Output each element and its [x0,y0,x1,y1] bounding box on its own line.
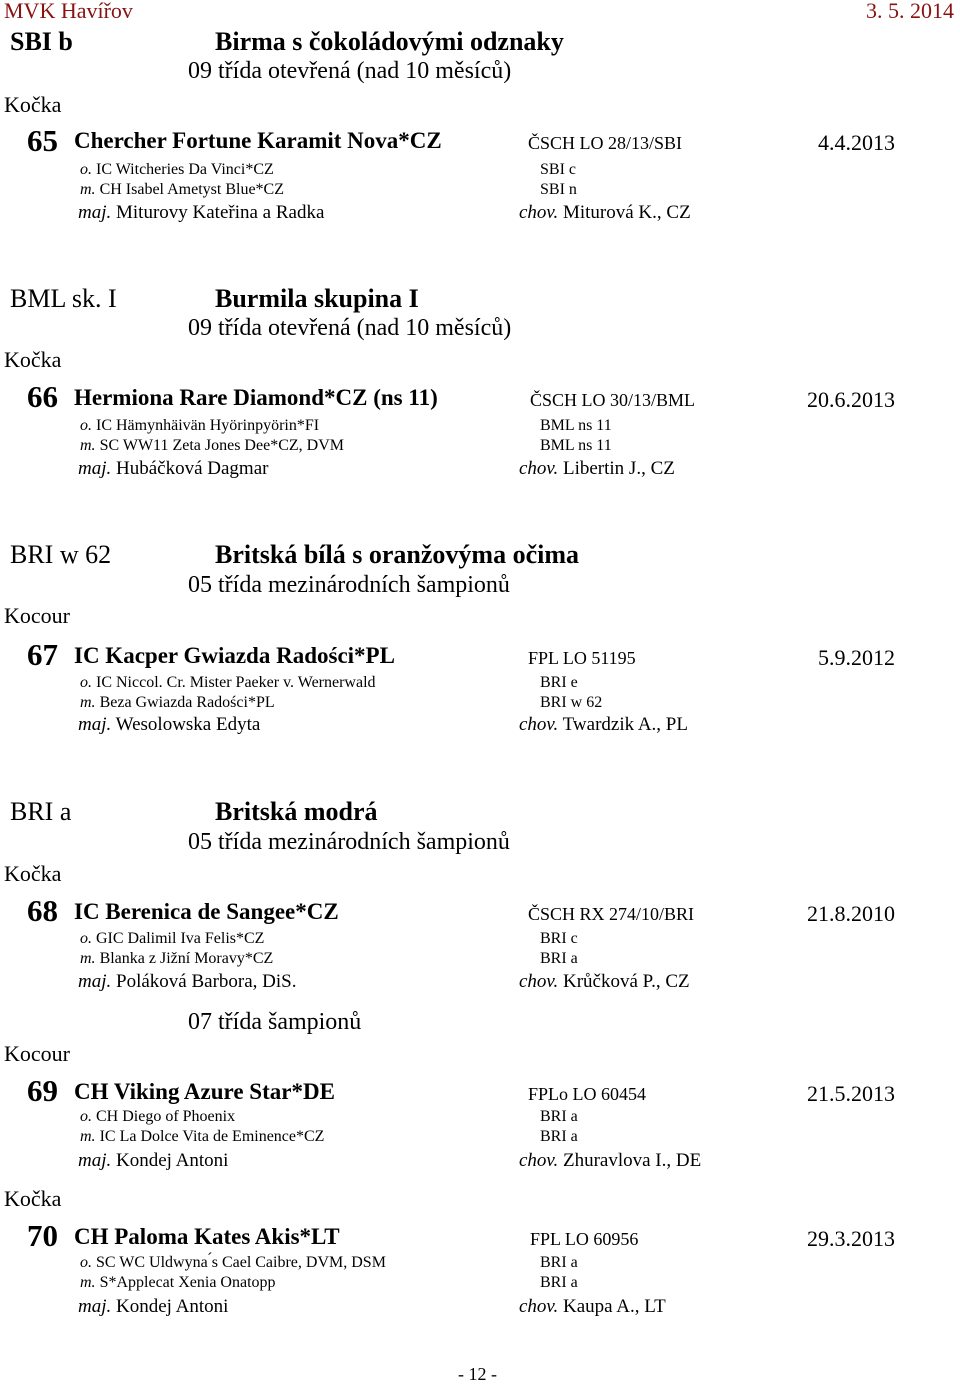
registration: FPL LO 60956 [530,1229,639,1249]
mother-line: m. IC La Dolce Vita de Eminence*CZ [80,1128,325,1145]
breed-name: Britská modrá [215,797,378,826]
breeder-line: chov. Kaupa A., LT [519,1296,666,1317]
birth-date: 21.8.2010 [807,901,895,926]
sex-label: Kočka [4,1186,62,1211]
class-title: 05 třída mezinárodních šampionů [188,829,510,855]
breed-name: Britská bílá s oranžovýma očima [215,540,579,569]
sex-label: Kočka [4,92,62,117]
breed-code: BRI w 62 [10,540,112,569]
registration: FPLo LO 60454 [528,1084,647,1104]
birth-date: 21.5.2013 [807,1081,895,1106]
breed-code: BRI a [10,797,72,826]
breeder-line: chov. Krůčková P., CZ [519,971,690,992]
breed-name: Birma s čokoládovými odznaky [215,27,564,56]
cat-name: Chercher Fortune Karamit Nova*CZ [74,128,442,153]
page-number: - 12 - [458,1364,497,1384]
registration: ČSCH RX 274/10/BRI [528,904,695,924]
class-title: 09 třída otevřená (nad 10 měsíců) [188,315,512,341]
mother-ems: BRI w 62 [540,694,603,711]
father-ems: BML ns 11 [540,417,612,434]
owner-line: maj. Miturovy Kateřina a Radka [78,202,325,223]
owner-line: maj. Hubáčková Dagmar [78,458,269,479]
show-date: 3. 5. 2014 [866,0,954,23]
breeder-line: chov. Libertin J., CZ [519,458,675,479]
mother-ems: BML ns 11 [540,437,612,454]
entry-number: 69 [27,1073,58,1108]
breeder-line: chov. Miturová K., CZ [519,202,691,223]
breeder-line: chov. Twardzik A., PL [519,714,688,735]
cat-name: CH Viking Azure Star*DE [74,1079,335,1104]
breeder-line: chov. Zhuravlova I., DE [519,1150,702,1171]
mother-line: m. Blanka z Jižní Moravy*CZ [80,950,274,967]
cat-name: IC Berenica de Sangee*CZ [74,899,339,924]
father-ems: BRI a [540,1108,578,1125]
father-ems: SBI c [540,161,576,178]
breed-code: SBI b [10,27,73,56]
owner-line: maj. Kondej Antoni [78,1296,229,1317]
birth-date: 4.4.2013 [818,130,895,155]
father-ems: BRI c [540,930,578,947]
sex-label: Kočka [4,861,62,886]
entry-number: 66 [27,379,58,414]
father-line: o. GIC Dalimil Iva Felis*CZ [80,930,265,947]
owner-line: maj. Wesolowska Edyta [78,714,261,735]
sex-label: Kocour [4,1041,70,1066]
father-line: o. SC WC Uldwyna ́s Cael Caibre, DVM, DSM [80,1254,386,1271]
mother-ems: BRI a [540,950,578,967]
mother-line: m. S*Applecat Xenia Onatopp [80,1274,276,1291]
father-ems: BRI e [540,674,578,691]
birth-date: 5.9.2012 [818,645,895,670]
registration: ČSCH LO 28/13/SBI [528,133,683,153]
registration: ČSCH LO 30/13/BML [530,390,696,410]
owner-line: maj. Kondej Antoni [78,1150,229,1171]
mother-ems: BRI a [540,1128,578,1145]
breed-code: BML sk. I [10,284,117,313]
father-line: o. IC Hämynhäivän Hyörinpyörin*FI [80,417,320,434]
cat-name: CH Paloma Kates Akis*LT [74,1224,340,1249]
sex-label: Kočka [4,347,62,372]
entry-number: 65 [27,123,58,158]
class-title: 07 třída šampionů [188,1009,362,1035]
birth-date: 20.6.2013 [807,387,895,412]
mother-line: m. SC WW11 Zeta Jones Dee*CZ, DVM [80,437,344,454]
father-line: o. IC Niccol. Cr. Mister Paeker v. Wernerwald [80,674,376,691]
owner-line: maj. Poláková Barbora, DiS. [78,971,297,992]
sex-label: Kocour [4,603,70,628]
birth-date: 29.3.2013 [807,1226,895,1251]
cat-name: Hermiona Rare Diamond*CZ (ns 11) [74,385,438,410]
entry-number: 70 [27,1218,58,1253]
class-title: 05 třída mezinárodních šampionů [188,572,510,598]
mother-line: m. CH Isabel Ametyst Blue*CZ [80,181,284,198]
registration: FPL LO 51195 [528,648,636,668]
entry-number: 68 [27,893,58,928]
breed-name: Burmila skupina I [215,284,419,313]
entry-number: 67 [27,637,58,672]
cat-name: IC Kacper Gwiazda Radości*PL [74,643,395,668]
father-line: o. IC Witcheries Da Vinci*CZ [80,161,274,178]
father-ems: BRI a [540,1254,578,1271]
mother-line: m. Beza Gwiazda Radości*PL [80,694,275,711]
show-name: MVK Havířov [4,0,133,23]
class-title: 09 třída otevřená (nad 10 měsíců) [188,58,512,84]
mother-ems: BRI a [540,1274,578,1291]
father-line: o. CH Diego of Phoenix [80,1108,236,1125]
mother-ems: SBI n [540,181,577,198]
